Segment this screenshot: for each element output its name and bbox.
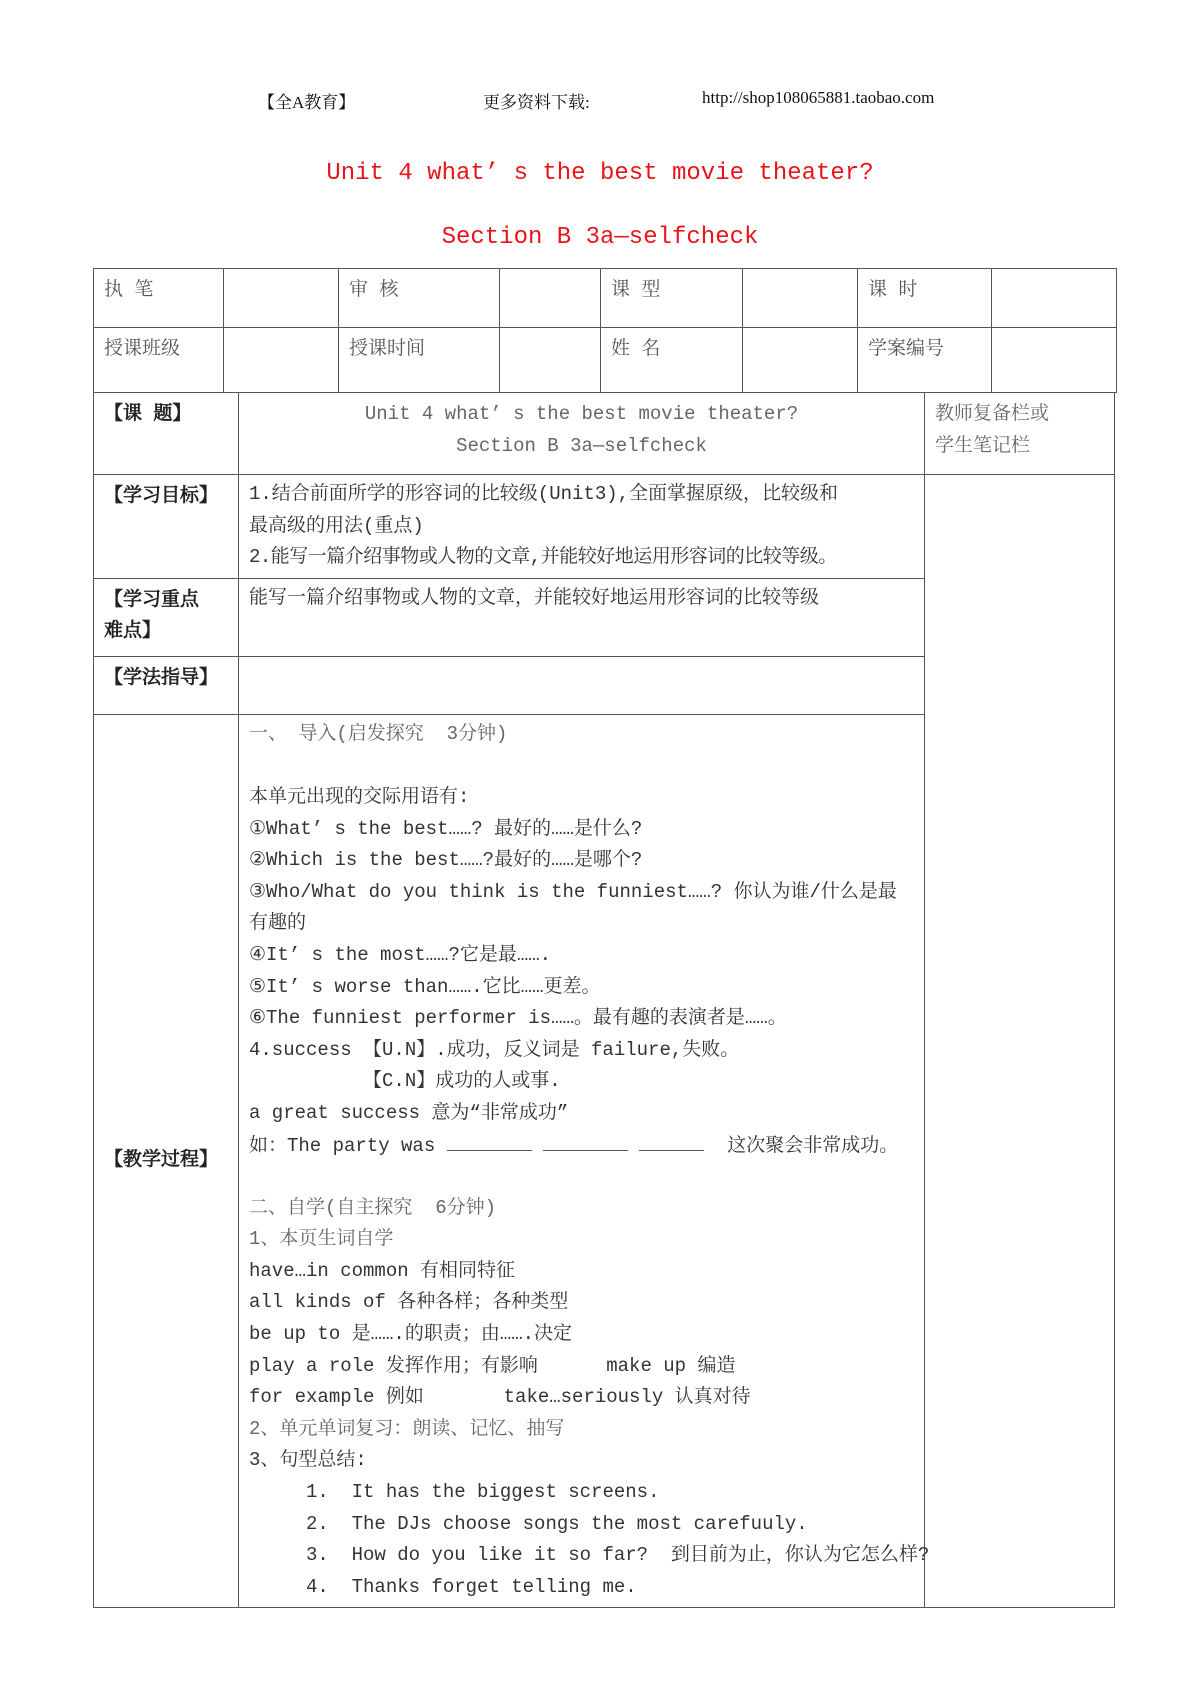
info-label: 学案编号 <box>858 328 992 393</box>
process-line: ⑤It’ s worse than…….它比……更差。 <box>249 975 601 998</box>
process-line: 1、本页生词自学 <box>249 1228 394 1251</box>
process-line <box>249 750 914 782</box>
keypoints-label <box>94 578 239 656</box>
goal-line: 1.结合前面所学的形容词的比较级(Unit3),全面掌握原级，比较级和 <box>249 483 839 505</box>
process-line: for example 例如 take…seriously 认真对待 <box>249 1386 751 1409</box>
method-label: 【学法指导】 <box>94 656 239 714</box>
topic-label: 【课 题】 <box>94 393 239 475</box>
info-label: 审 核 <box>339 269 500 328</box>
process-line: 二、自学(自主探究 6分钟) <box>249 1196 497 1219</box>
process-line: play a role 发挥作用；有影响 make up 编造 <box>249 1354 736 1377</box>
info-value[interactable] <box>224 328 339 393</box>
topic-line-1: Unit 4 what’ s the best movie theater? <box>364 403 799 425</box>
info-table <box>93 268 1117 393</box>
goals-cell <box>239 475 925 579</box>
process-line: 3、句型总结: <box>249 1449 367 1472</box>
process-line <box>249 1161 914 1193</box>
process-line: ②Which is the best……?最好的……是哪个? <box>249 849 643 872</box>
process-line: 一、 导入(启发探究 3分钟) <box>249 722 508 745</box>
info-label: 课 时 <box>858 269 992 328</box>
keypoints-label-line: 难点】 <box>104 620 162 643</box>
process-line: ③Who/What do you think is the funniest……? 你认为谁/什么是最 <box>249 880 897 903</box>
keypoints-cell <box>239 578 925 656</box>
process-line: 本单元出现的交际用语有: <box>249 785 470 808</box>
info-value[interactable] <box>500 269 601 328</box>
info-value[interactable] <box>500 328 601 393</box>
info-label: 授课时间 <box>339 328 500 393</box>
process-line: ⑥The funniest performer is……。最有趣的表演者是……。 <box>249 1007 787 1030</box>
notes-label: 学生笔记栏 <box>935 434 1031 457</box>
info-label: 课 型 <box>601 269 743 328</box>
goals-label: 【学习目标】 <box>94 475 239 579</box>
header-download-label: 更多资料下载: <box>483 93 590 112</box>
process-line: have…in common 有相同特征 <box>249 1259 516 1282</box>
info-value[interactable] <box>743 328 858 393</box>
page-title: Unit 4 what’ s the best movie theater? <box>326 160 874 187</box>
notes-column[interactable] <box>925 475 1115 1608</box>
notes-header <box>925 393 1115 475</box>
example-line <box>249 1130 914 1162</box>
header-brand: 【全A教育】 <box>258 93 356 112</box>
process-line: 3. How do you like it so far? 到目前为止，你认为它怎么样? <box>249 1544 930 1567</box>
process-label: 【教学过程】 <box>94 714 239 1608</box>
process-line: ①What’ s the best……? 最好的……是什么? <box>249 817 643 840</box>
process-line: 4.success 【U.N】.成功，反义词是 failure,失败。 <box>249 1038 740 1061</box>
process-line: 1. It has the biggest screens. <box>249 1481 660 1504</box>
topic-cell <box>239 393 925 475</box>
process-line: a great success 意为“非常成功” <box>249 1101 569 1124</box>
process-cell <box>239 714 930 1608</box>
example-suffix: 这次聚会非常成功。 <box>727 1134 899 1157</box>
example-prefix: 如：The party was <box>249 1134 436 1157</box>
fill-blank[interactable] <box>543 1130 628 1151</box>
topic-line-2: Section B 3a—selfcheck <box>456 434 707 457</box>
keypoints-label-line: 【学习重点 <box>104 588 200 611</box>
goal-line: 最高级的用法(重点) <box>249 514 424 537</box>
info-value[interactable] <box>743 269 858 328</box>
info-value[interactable] <box>224 269 339 328</box>
process-line: 4. Thanks forget telling me. <box>249 1575 637 1598</box>
process-line: all kinds of 各种各样；各种类型 <box>249 1291 569 1314</box>
method-cell[interactable] <box>239 656 925 714</box>
keypoints-text: 能写一篇介绍事物或人物的文章，并能较好地运用形容词的比较等级 <box>249 586 820 609</box>
process-line: 【C.N】成功的人或事. <box>249 1070 561 1093</box>
info-value[interactable] <box>992 328 1117 393</box>
process-line: 2. The DJs choose songs the most carefuuly. <box>249 1512 808 1535</box>
process-line: be up to 是…….的职责；由…….决定 <box>249 1323 573 1346</box>
info-value[interactable] <box>992 269 1117 328</box>
goal-line: 2.能写一篇介绍事物或人物的文章,并能较好地运用形容词的比较等级。 <box>249 546 837 569</box>
process-line: 2、单元单词复习：朗读、记忆、抽写 <box>249 1417 565 1440</box>
info-label: 姓 名 <box>601 328 743 393</box>
header-url[interactable]: http://shop108065881.taobao.com <box>702 88 935 107</box>
info-label: 执 笔 <box>94 269 224 328</box>
lesson-table <box>93 392 1115 1608</box>
process-line: 有趣的 <box>249 912 307 935</box>
process-line: ④It’ s the most……?它是最……. <box>249 943 552 966</box>
fill-blank[interactable] <box>447 1130 532 1151</box>
notes-label: 教师复备栏或 <box>935 403 1050 425</box>
info-label: 授课班级 <box>94 328 224 393</box>
page-subtitle: Section B 3a—selfcheck <box>441 224 759 251</box>
fill-blank[interactable] <box>639 1130 704 1151</box>
